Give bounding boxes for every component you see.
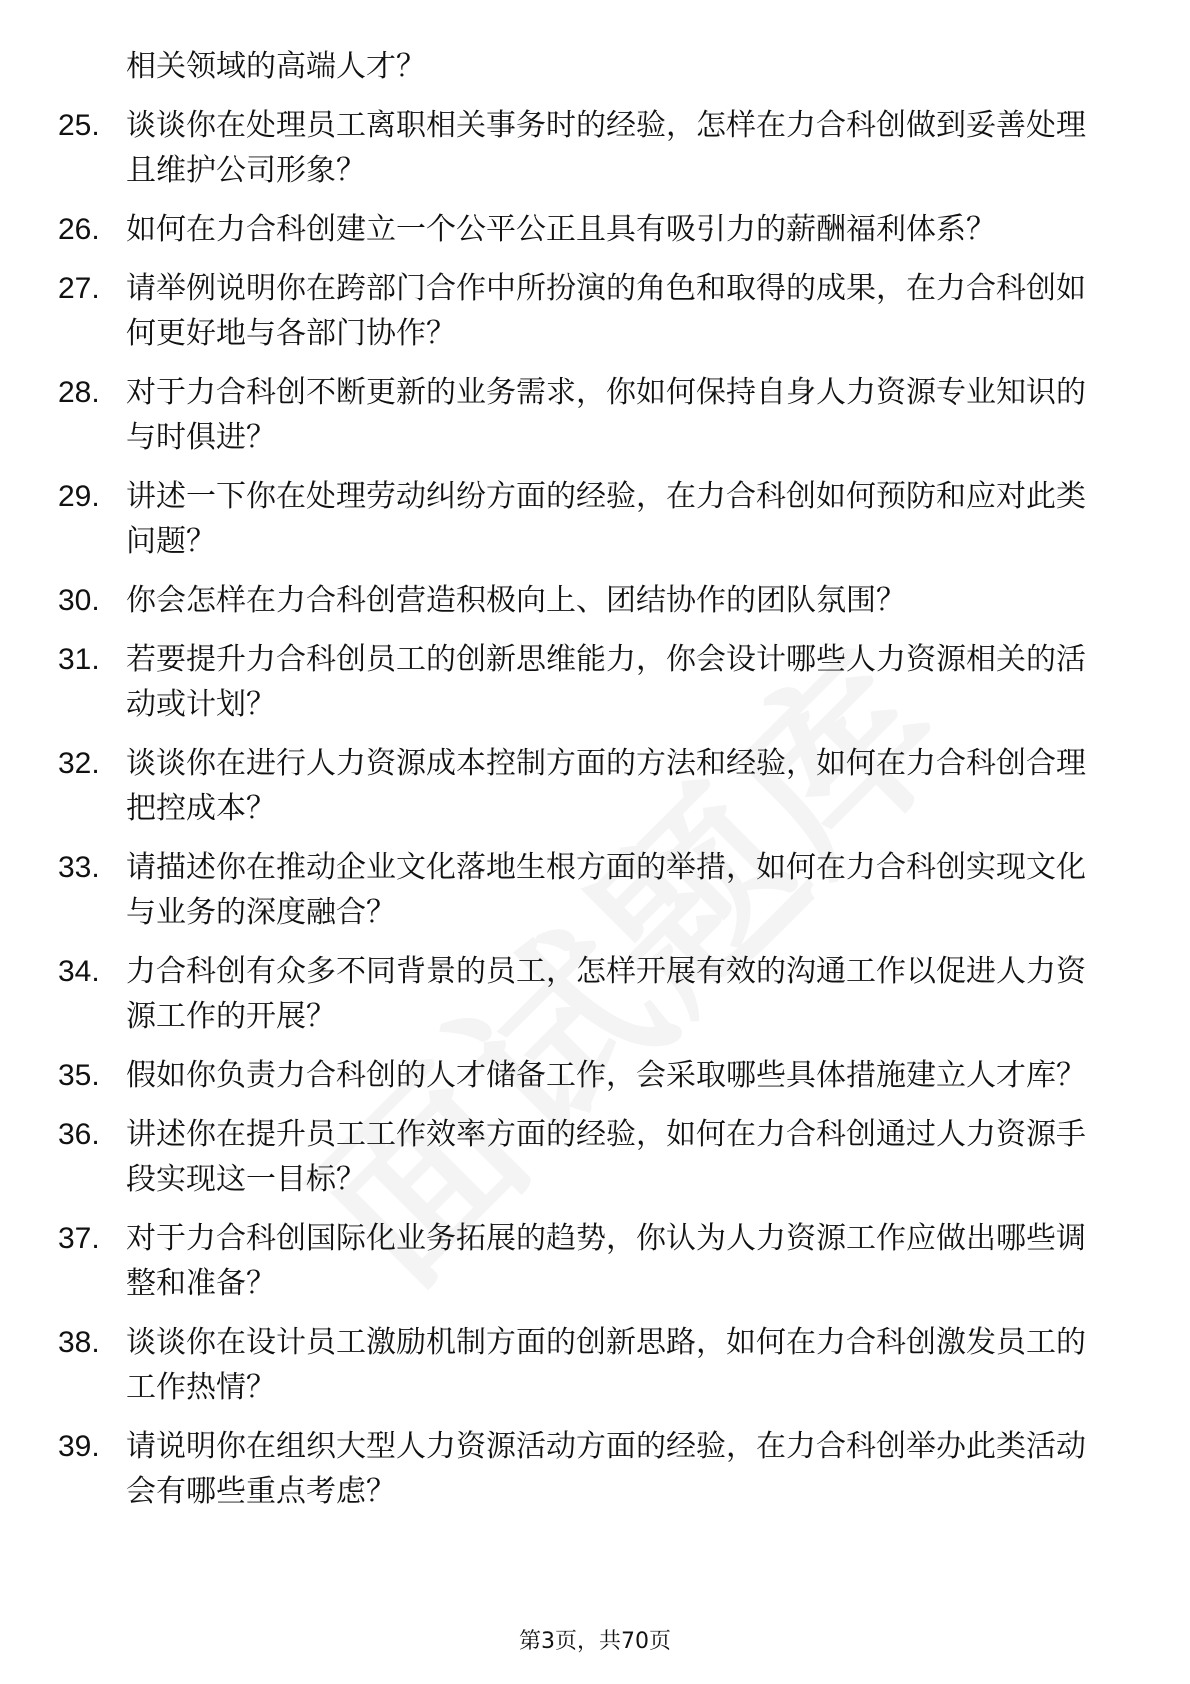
question-number: 28.: [58, 376, 100, 409]
question-number: 37.: [58, 1222, 100, 1255]
question-text: 如何在力合科创建立一个公平公正且具有吸引力的薪酬福利体系？: [126, 212, 996, 247]
question-item: [58, 637, 1108, 727]
question-number: 34.: [58, 955, 100, 988]
question-text: 若要提升力合科创员工的创新思维能力，你会设计哪些人力资源相关的活动或计划？: [126, 642, 1086, 722]
question-item: [58, 266, 1108, 356]
question-text: 谈谈你在设计员工激励机制方面的创新思路，如何在力合科创激发员工的工作热情？: [126, 1325, 1086, 1405]
question-text: 对于力合科创国际化业务拓展的趋势，你认为人力资源工作应做出哪些调整和准备？: [126, 1221, 1086, 1301]
question-number: 26.: [58, 213, 100, 246]
question-number: 39.: [58, 1430, 100, 1463]
question-text: 对于力合科创不断更新的业务需求，你如何保持自身人力资源专业知识的与时俱进？: [126, 375, 1086, 455]
page-number-label: 第3页，共70页: [519, 1629, 671, 1654]
question-number: 25.: [58, 109, 100, 142]
question-number: 33.: [58, 851, 100, 884]
question-number: 30.: [58, 584, 100, 617]
question-number: 35.: [58, 1059, 100, 1092]
question-item: [58, 1320, 1108, 1410]
question-number: 31.: [58, 643, 100, 676]
question-item: [58, 845, 1108, 935]
question-item: [58, 1216, 1108, 1306]
question-text: 讲述一下你在处理劳动纠纷方面的经验，在力合科创如何预防和应对此类问题？: [126, 479, 1086, 559]
question-number: 29.: [58, 480, 100, 513]
question-number: 32.: [58, 747, 100, 780]
question-text: 请描述你在推动企业文化落地生根方面的举措，如何在力合科创实现文化与业务的深度融合？: [126, 850, 1086, 930]
question-item: [58, 1424, 1108, 1514]
question-item: [58, 370, 1108, 460]
question-item: [58, 949, 1108, 1039]
question-text: 假如你负责力合科创的人才储备工作，会采取哪些具体措施建立人才库？: [126, 1058, 1086, 1093]
question-text: 讲述你在提升员工工作效率方面的经验，如何在力合科创通过人力资源手段实现这一目标？: [126, 1117, 1086, 1197]
question-text: 你会怎样在力合科创营造积极向上、团结协作的团队氛围？: [126, 583, 906, 618]
page-footer: [0, 1624, 1190, 1655]
question-text: 相关领域的高端人才？: [126, 49, 426, 84]
question-number: 38.: [58, 1326, 100, 1359]
question-item: [58, 1053, 1108, 1098]
question-text: 谈谈你在处理员工离职相关事务时的经验，怎样在力合科创做到妥善处理且维护公司形象？: [126, 108, 1086, 188]
question-number: 27.: [58, 272, 100, 305]
question-text: 谈谈你在进行人力资源成本控制方面的方法和经验，如何在力合科创合理把控成本？: [126, 746, 1086, 826]
question-item: [58, 741, 1108, 831]
question-text: 请说明你在组织大型人力资源活动方面的经验，在力合科创举办此类活动会有哪些重点考虑？: [126, 1429, 1086, 1509]
question-item: [58, 207, 1108, 252]
question-item: [58, 103, 1108, 193]
question-number: 36.: [58, 1118, 100, 1151]
question-list: [58, 44, 1108, 1528]
question-item: [58, 578, 1108, 623]
question-continuation: [58, 44, 1108, 89]
question-text: 力合科创有众多不同背景的员工，怎样开展有效的沟通工作以促进人力资源工作的开展？: [126, 954, 1086, 1034]
question-item: [58, 1112, 1108, 1202]
question-item: [58, 474, 1108, 564]
question-text: 请举例说明你在跨部门合作中所扮演的角色和取得的成果，在力合科创如何更好地与各部门协作？: [126, 271, 1086, 351]
